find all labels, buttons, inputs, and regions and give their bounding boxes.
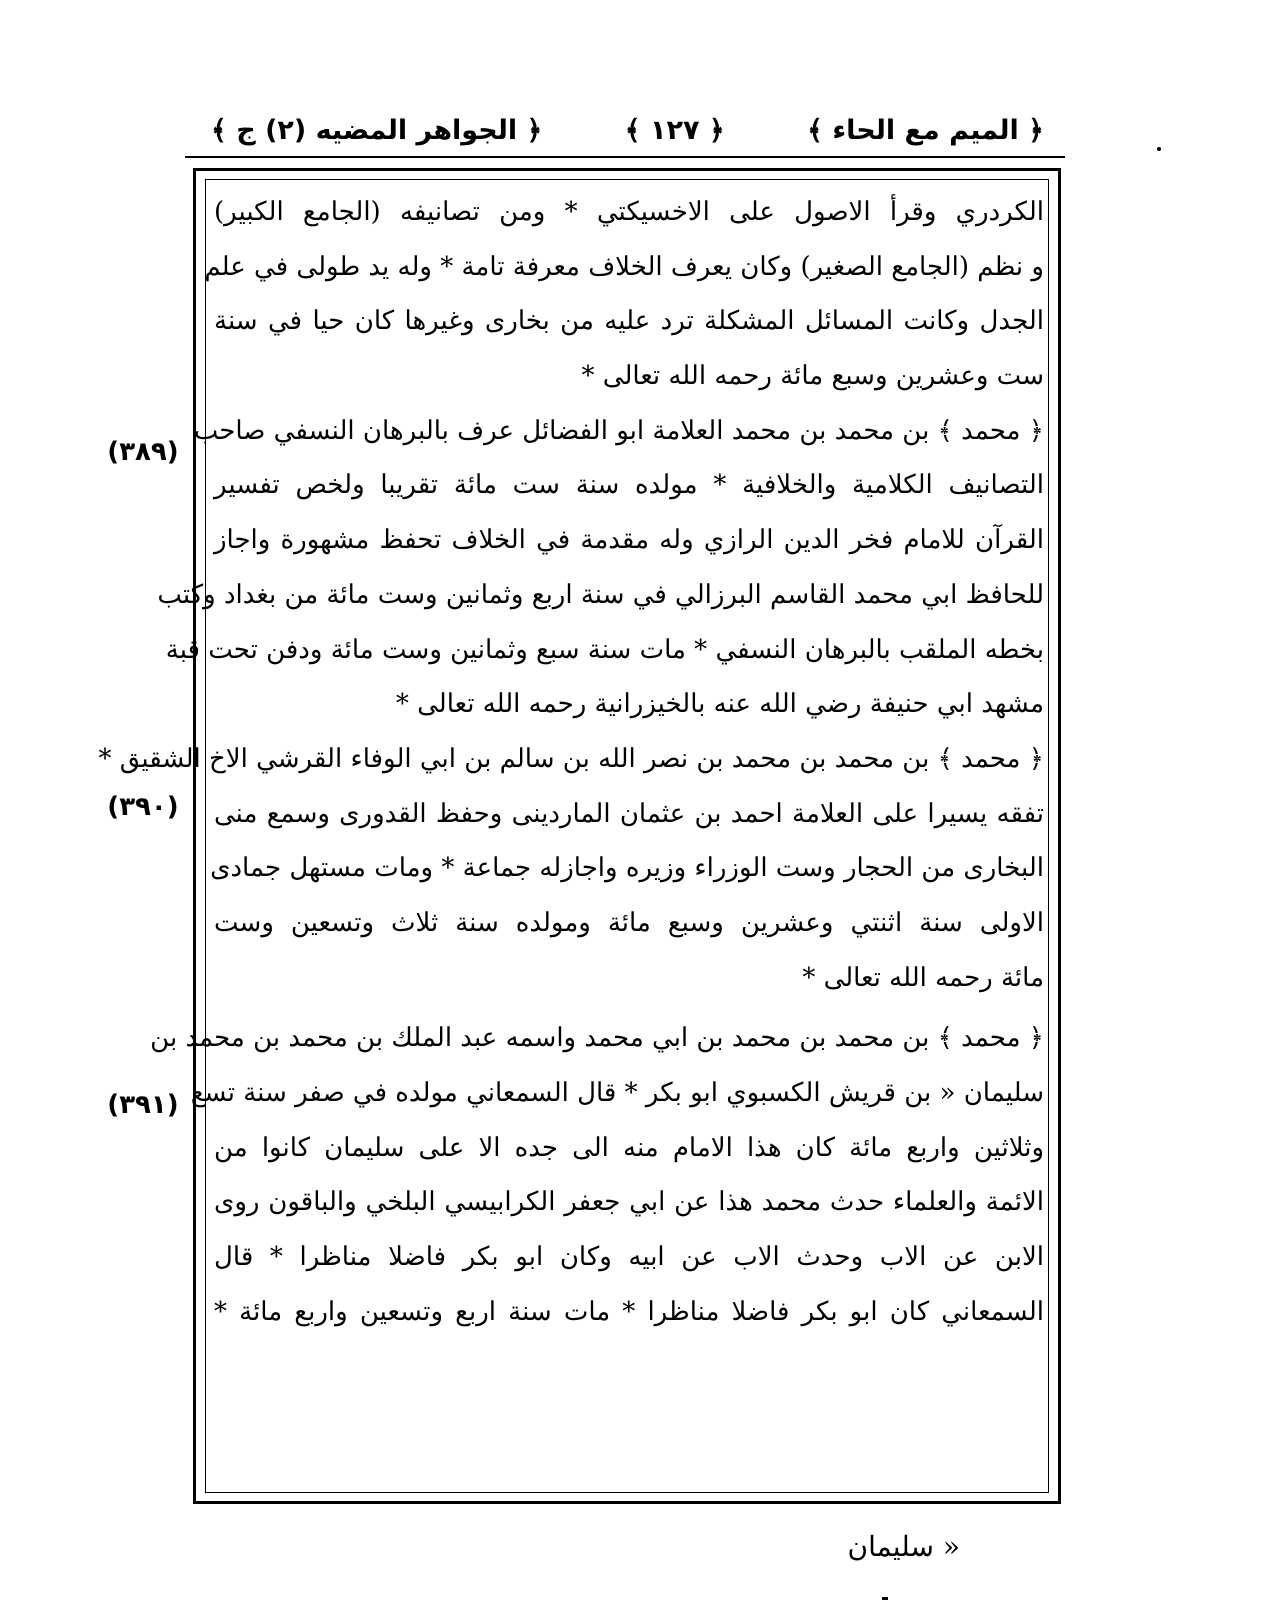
text-line: التصانيف الكلامية والخلافية * مولده سنة ست مائة تقريبا ولخص تفسير bbox=[214, 470, 1044, 501]
entry-number: (٣٨٩) bbox=[107, 437, 179, 467]
entry-heading-line: ﴿ محمد ﴾ بن محمد بن محمد بن ابي محمد واسمه عبد الملك بن محمد بن محمد بن bbox=[150, 1023, 1044, 1054]
text-line: و نظم (الجامع الصغير) وكان يعرف الخلاف معرفة تامة * وله يد طولى في علم bbox=[204, 251, 1044, 282]
text-line: الائمة والعلماء حدث محمد هذا عن ابي جعفر الكرابيسي البلخي والباقون روى bbox=[214, 1187, 1045, 1218]
text-line: البخارى من الحجار وست الوزراء وزيره واجازله جماعة * ومات مستهل جمادى bbox=[210, 853, 1044, 884]
text-line: السمعاني كان ابو بكر فاضلا مناظرا * مات سنة اربع وتسعين واربع مائة * bbox=[214, 1296, 1044, 1327]
entry-number: (٣٩٠) bbox=[107, 792, 179, 822]
text-line: للحافظ ابي محمد القاسم البرزالي في سنة اربع وثمانين وست مائة من بغداد وكتب bbox=[157, 579, 1044, 610]
text-line: وثلاثين واربع مائة كان هذا الامام منه الى جده الا على سليمان كانوا من bbox=[214, 1132, 1044, 1163]
text-line: مائة رحمه الله تعالى * bbox=[802, 962, 1044, 993]
entry-heading-line: ﴿ محمد ﴾ بن محمد بن محمد بن نصر الله بن سالم بن ابي الوفاء القرشي الاخ الشقيق * bbox=[98, 743, 1044, 774]
text-line: الجدل وكانت المسائل المشكلة ترد عليه من بخارى وغيرها كان حيا في سنة bbox=[214, 306, 1044, 337]
book-title: ﴿ الجواهر المضيه (٢) ج ﴾ bbox=[211, 114, 543, 146]
header-rule bbox=[185, 156, 1065, 158]
text-line: ست وعشرين وسبع مائة رحمه الله تعالى * bbox=[581, 361, 1044, 392]
entry-heading-line: ﴿ محمد ﴾ بن محمد بن محمد العلامة ابو الفضائل عرف بالبرهان النسفي صاحب bbox=[193, 415, 1044, 446]
text-line: بخطه الملقب بالبرهان النسفي * مات سنة سبع وثمانين وست مائة ودفن تحت قبة bbox=[165, 634, 1044, 665]
catchword: « سليمان bbox=[847, 1530, 960, 1563]
ink-dot bbox=[882, 1597, 888, 1600]
text-line: سليمان « بن قريش الكسبوي ابو بكر * قال السمعاني مولده في صفر سنة تسع bbox=[190, 1078, 1044, 1108]
page-number: ﴿ ١٢٧ ﴾ bbox=[624, 114, 725, 146]
entry-number: (٣٩١) bbox=[107, 1090, 179, 1120]
text-line: تفقه يسيرا على العلامة احمد بن عثمان الماردينى وحفظ القدورى وسمع منى bbox=[214, 798, 1044, 829]
text-line: الابن عن الاب وحدث الاب عن ابيه وكان ابو بكر فاضلا مناظرا * قال bbox=[214, 1242, 1044, 1273]
text-line: مشهد ابي حنيفة رضي الله عنه بالخيزرانية رحمه الله تعالى * bbox=[395, 689, 1044, 720]
page-header bbox=[205, 100, 1050, 160]
section-title: ﴿ الميم مع الحاء ﴾ bbox=[807, 114, 1044, 146]
text-line: القرآن للامام فخر الدين الرازي وله مقدمة في الخلاف تحفظ مشهورة واجاز bbox=[214, 525, 1044, 556]
ink-dot bbox=[1157, 147, 1161, 151]
text-line: الكردري وقرأ الاصول على الاخسيكتي * ومن تصانيفه (الجامع الكبير) bbox=[214, 197, 1044, 227]
text-line: الاولى سنة اثنتي وعشرين وسبع مائة ومولده سنة ثلاث وتسعين وست bbox=[214, 907, 1044, 938]
